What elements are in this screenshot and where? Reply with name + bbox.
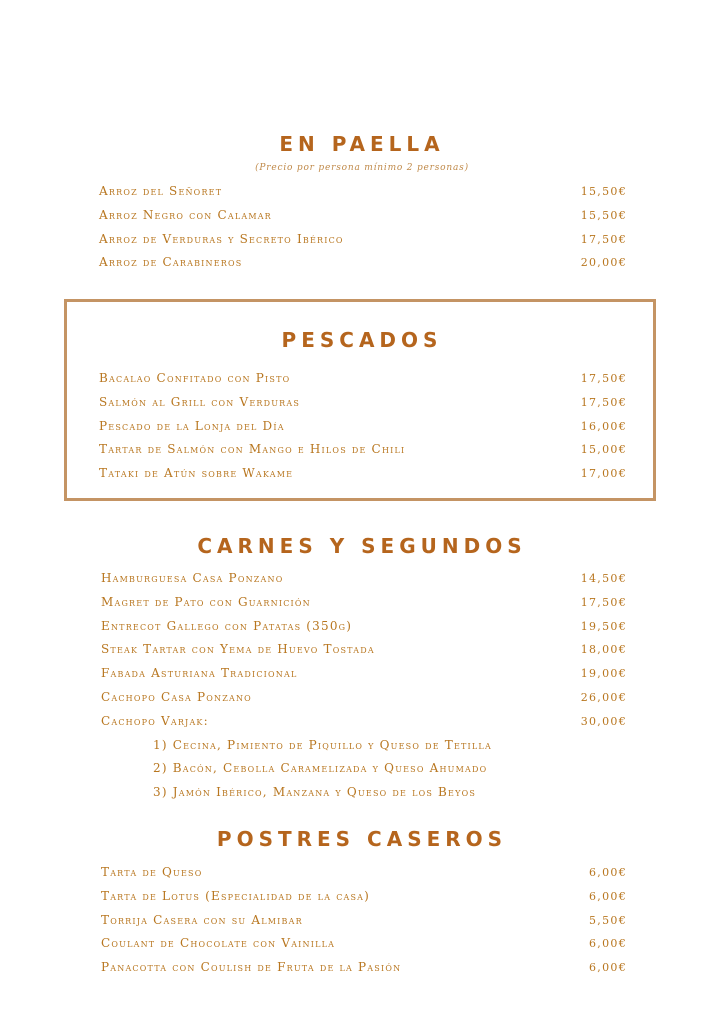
menu-item [99,462,627,486]
menu-item [101,615,627,639]
section-title-postres: POSTRES CASEROS [216,827,508,851]
paella-note: (Precio por persona mínimo 2 personas) [255,163,469,173]
carnes-list [101,567,627,805]
menu-item [99,251,627,275]
menu-item [101,591,627,615]
menu-item [99,391,627,415]
menu-item [99,204,627,228]
menu-item [101,956,627,980]
menu-item-name: Arroz de Carabineros [99,255,243,270]
menu-item-price: 20,00€ [580,256,627,270]
menu-item [99,367,627,391]
menu-item [101,710,627,734]
menu-item [101,567,627,591]
menu-item-price: 6,00€ [589,889,627,903]
cachopo-option [101,781,627,805]
section-title-pescados: PESCADOS [281,328,443,352]
menu-item-name: Panacotta con Coulish de Fruta de la Pasión [101,960,402,975]
option-text: 3) Jamón Ibérico, Manzana y Queso de los Beyos [153,785,477,800]
menu-item-price: 30,00€ [580,714,627,728]
menu-item-name: Pescado de la Lonja del Día [99,418,285,433]
menu-item-name: Tarta de Queso [101,865,203,879]
menu-item-price: 19,50€ [580,619,627,633]
menu-item-price: 6,00€ [589,961,627,975]
menu-item [99,415,627,439]
menu-item-price: 19,00€ [580,667,627,681]
menu-item-name: Tataki de Atún sobre Wakame [99,466,294,481]
menu-item [99,438,627,462]
menu-item-name: Arroz Negro con Calamar [99,207,272,222]
option-text: 2) Bacón, Cebolla Caramelizada y Queso Ahumado [153,761,488,776]
menu-item-price: 5,50€ [589,913,627,927]
menu-item-price: 17,00€ [580,467,627,481]
menu-item-name: Tarta de Lotus (Especialidad de la casa) [101,888,371,903]
menu-item-name: Magret de Pato con Guarnición [101,594,311,609]
menu-item [99,180,627,204]
section-title-carnes: CARNES Y SEGUNDOS [197,534,527,558]
menu-item-name: Torrija Casera con su Almibar [101,912,303,927]
menu-item-name: Entrecot Gallego con Patatas (350g) [101,618,353,633]
menu-item-price: 6,00€ [589,866,627,879]
menu-item-price: 18,00€ [580,643,627,657]
menu-item-price: 6,00€ [589,937,627,951]
menu-item-price: 15,00€ [580,443,627,457]
menu-item-price: 14,50€ [580,572,627,585]
menu-item [101,686,627,710]
menu-item [99,228,627,252]
menu-item-name: Arroz del Señoret [99,184,223,198]
menu-item-name: Hamburguesa Casa Ponzano [101,571,284,585]
menu-item [101,909,627,933]
section-title-paella: EN PAELLA [279,132,445,156]
paella-list [99,180,627,275]
postres-list [101,861,627,980]
menu-item-name: Steak Tartar con Yema de Huevo Tostada [101,642,375,657]
menu-item-price: 26,00€ [580,690,627,704]
menu-item-price: 17,50€ [580,232,627,246]
menu-item [101,662,627,686]
pescados-list [99,367,627,486]
option-text: 1) Cecina, Pimiento de Piquillo y Queso de Tetilla [153,737,492,752]
menu-item-name: Cachopo Varjak: [101,713,209,728]
menu-item-price: 15,50€ [580,185,627,198]
menu-item [101,885,627,909]
menu-item [101,932,627,956]
menu-item-name: Fabada Asturiana Tradicional [101,666,298,681]
menu-item-name: Tartar de Salmón con Mango e Hilos de Chili [99,442,406,457]
menu-item-price: 17,50€ [580,395,627,409]
menu-item-price: 17,50€ [580,372,627,385]
menu-item-name: Salmón al Grill con Verduras [99,394,301,409]
menu-item-price: 16,00€ [580,419,627,433]
menu-item-price: 17,50€ [580,595,627,609]
menu-item-name: Cachopo Casa Ponzano [101,689,252,704]
menu-item-name: Bacalao Confitado con Pisto [99,371,291,385]
menu-item-name: Coulant de Chocolate con Vainilla [101,936,336,951]
menu-item-name: Arroz de Verduras y Secreto Ibérico [99,231,344,246]
menu-item [101,861,627,885]
cachopo-option [101,734,627,758]
cachopo-option [101,757,627,781]
menu-item [101,638,627,662]
menu-item-price: 15,50€ [580,208,627,222]
